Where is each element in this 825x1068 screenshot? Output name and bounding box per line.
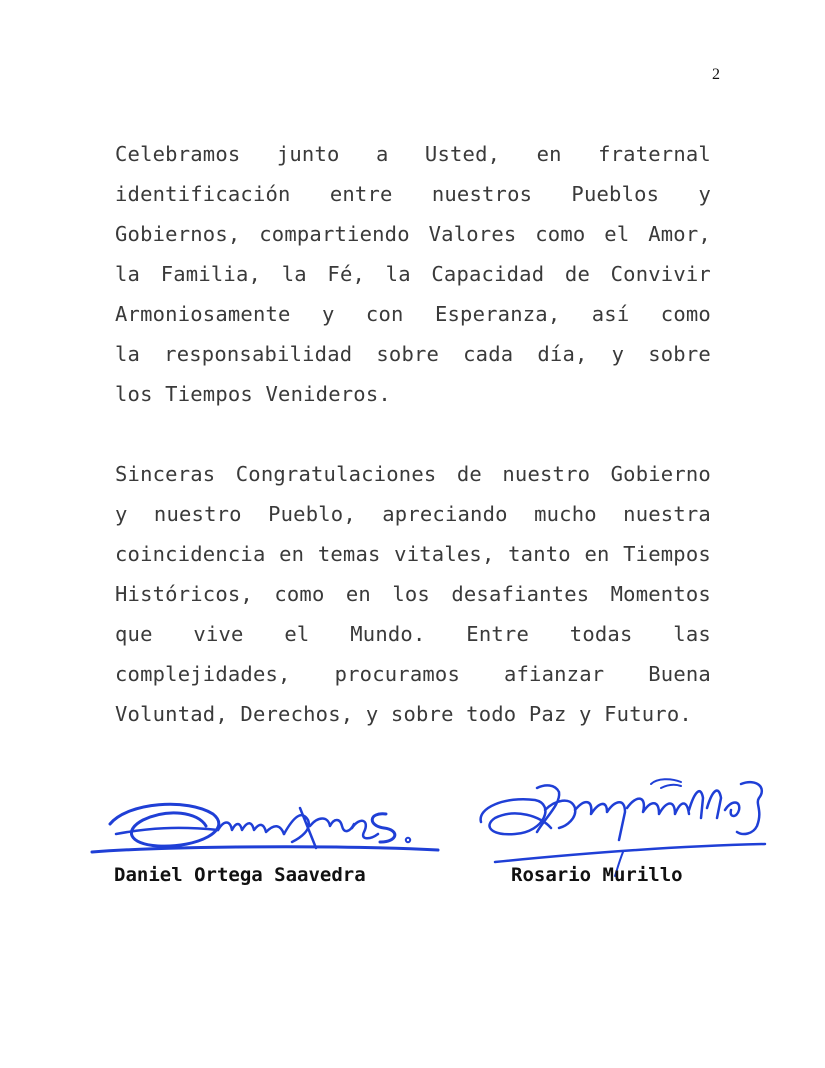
word: Fé, bbox=[327, 262, 366, 286]
text-line: los Tiempos Venideros. bbox=[115, 382, 391, 406]
word: nuestra bbox=[623, 502, 711, 526]
text-line bbox=[115, 574, 711, 614]
word: Convivir bbox=[610, 262, 711, 286]
word: día, bbox=[537, 342, 588, 366]
word: de bbox=[564, 262, 590, 286]
text-line: Voluntad, Derechos, y sobre todo Paz y Futuro. bbox=[115, 702, 692, 726]
word: de bbox=[456, 462, 482, 486]
word: la bbox=[115, 342, 141, 366]
text-line bbox=[115, 654, 711, 694]
word: Gobierno bbox=[610, 462, 711, 486]
word: y bbox=[321, 302, 335, 326]
word: Armoniosamente bbox=[115, 302, 291, 326]
word: Gobiernos, bbox=[115, 222, 241, 246]
word: en bbox=[584, 542, 610, 566]
signatory-name-right: Rosario Murillo bbox=[511, 864, 683, 886]
word: en bbox=[345, 582, 371, 606]
word: así bbox=[591, 302, 630, 326]
word: como bbox=[274, 582, 325, 606]
word: Celebramos bbox=[115, 142, 241, 166]
word: responsabilidad bbox=[164, 342, 353, 366]
text-line bbox=[115, 254, 711, 294]
signature-left bbox=[88, 790, 458, 870]
word: coincidencia bbox=[115, 542, 266, 566]
word: fraternal bbox=[598, 142, 711, 166]
word: nuestros bbox=[431, 182, 533, 206]
word: las bbox=[673, 622, 711, 646]
word: Mundo. bbox=[350, 622, 426, 646]
word: en bbox=[536, 142, 562, 166]
text-line bbox=[115, 454, 711, 494]
text-line bbox=[115, 214, 711, 254]
word: apreciando bbox=[382, 502, 508, 526]
word: junto bbox=[276, 142, 340, 166]
page-number: 2 bbox=[712, 66, 720, 83]
word: como bbox=[535, 222, 586, 246]
word: que bbox=[115, 622, 153, 646]
word: Buena bbox=[648, 662, 711, 686]
paragraph-2 bbox=[115, 454, 711, 734]
word: procuramos bbox=[334, 662, 460, 686]
word: temas bbox=[317, 542, 381, 566]
text-line bbox=[115, 614, 711, 654]
word: nuestro bbox=[153, 502, 242, 526]
text-line bbox=[115, 174, 711, 214]
word: Sinceras bbox=[115, 462, 216, 486]
word: con bbox=[365, 302, 404, 326]
word: los bbox=[392, 582, 430, 606]
word: la bbox=[385, 262, 411, 286]
word: y bbox=[115, 502, 128, 526]
word: el bbox=[284, 622, 310, 646]
word: Pueblo, bbox=[268, 502, 356, 526]
word: Tiempos bbox=[623, 542, 711, 566]
word: afianzar bbox=[503, 662, 605, 686]
word: la bbox=[115, 262, 141, 286]
word: en bbox=[279, 542, 305, 566]
signatory-name-left: Daniel Ortega Saavedra bbox=[114, 864, 366, 886]
word: y bbox=[698, 182, 711, 206]
word: Congratulaciones bbox=[235, 462, 437, 486]
text-line bbox=[115, 534, 711, 574]
text-line bbox=[115, 334, 711, 374]
word: entre bbox=[329, 182, 393, 206]
word: Amor, bbox=[648, 222, 711, 246]
word: Pueblos bbox=[571, 182, 660, 206]
word: y bbox=[611, 342, 625, 366]
word: identificación bbox=[115, 182, 291, 206]
text-line bbox=[115, 294, 711, 334]
word: el bbox=[604, 222, 630, 246]
word: la bbox=[281, 262, 307, 286]
word: nuestro bbox=[502, 462, 591, 486]
word: a bbox=[375, 142, 389, 166]
word: todas bbox=[569, 622, 633, 646]
word: desafiantes bbox=[451, 582, 590, 606]
word: Familia, bbox=[160, 262, 262, 286]
word: Esperanza, bbox=[434, 302, 561, 326]
word: Valores bbox=[428, 222, 517, 246]
word: mucho bbox=[534, 502, 597, 526]
word: Históricos, bbox=[115, 582, 253, 606]
word: cada bbox=[463, 342, 514, 366]
word: como bbox=[660, 302, 711, 326]
word: tanto bbox=[508, 542, 571, 566]
word: Entre bbox=[466, 622, 530, 646]
word: Usted, bbox=[424, 142, 501, 166]
text-line bbox=[115, 134, 711, 174]
word: compartiendo bbox=[259, 222, 410, 246]
paragraph-1 bbox=[115, 134, 711, 414]
word: Capacidad bbox=[431, 262, 545, 286]
word: Momentos bbox=[610, 582, 711, 606]
text-line bbox=[115, 494, 711, 534]
word: vitales, bbox=[394, 542, 495, 566]
word: vive bbox=[193, 622, 244, 646]
word: sobre bbox=[376, 342, 440, 366]
word: complejidades, bbox=[115, 662, 291, 686]
word: sobre bbox=[648, 342, 711, 366]
